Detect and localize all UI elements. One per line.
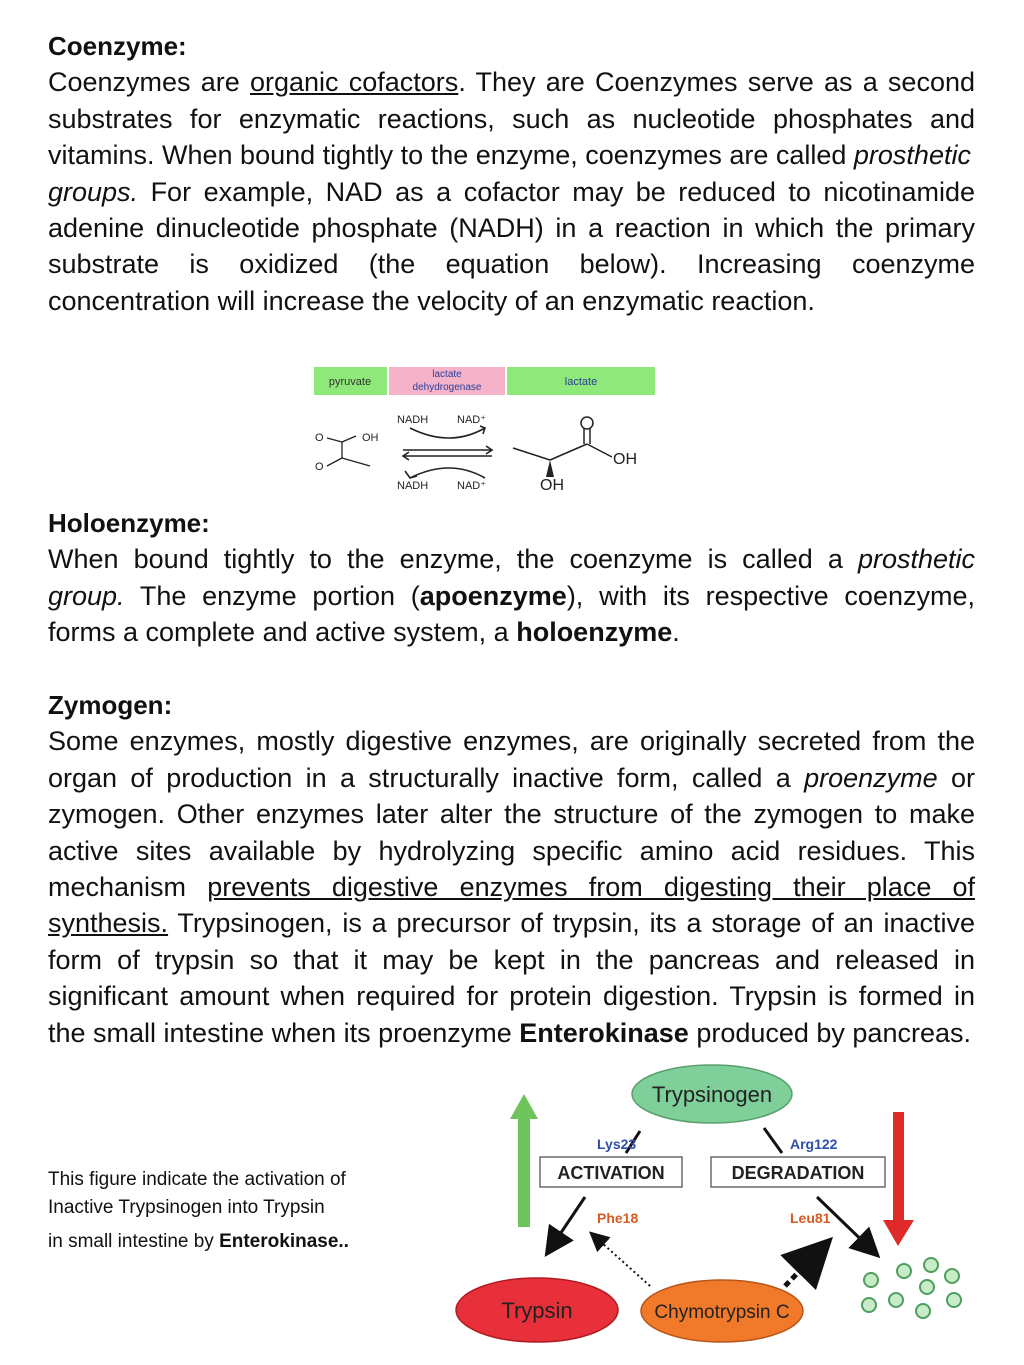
enzyme-label-line2: dehydrogenase [412, 382, 482, 393]
underlined-mechanism-text: prevents digestive enzymes from digesting their place of synthesis. [48, 872, 975, 939]
zymogen-section [48, 687, 975, 1051]
trypsinogen-label: Trypsinogen [651, 1082, 773, 1107]
groups-term: groups. [48, 176, 139, 207]
lactate-structure [513, 428, 612, 460]
arg122-cut-line [764, 1128, 782, 1153]
degradation-label: DEGRADATION [731, 1163, 865, 1183]
enterokinase-term: Enterokinase [519, 1017, 689, 1048]
arg122-label: Arg122 [790, 1136, 838, 1152]
holoenzyme-paragraph [48, 541, 975, 650]
caption-line-2: Inactive Trypsinogen into Trypsin [48, 1197, 325, 1218]
figure-caption [48, 1166, 448, 1256]
nadh-top-label: NADH [397, 414, 429, 426]
coenzyme-paragraph [48, 64, 975, 173]
activation-label: ACTIVATION [557, 1163, 665, 1183]
coenzyme-heading: Coenzyme: [48, 31, 187, 61]
coenzyme-text-2: . They are Coenzymes serve as a second substrates for enzymatic reactions, such as nucleotide phosphates and vitamins. When bound tightly to the enzyme, coenzymes are called [48, 67, 975, 171]
lys23-label: Lys23 [597, 1136, 637, 1152]
trypsinogen-activation-figure [450, 1060, 980, 1360]
nad-top-label: NAD⁺ [457, 414, 487, 426]
up-arrow-head [510, 1094, 538, 1119]
fragment-circle [920, 1280, 934, 1294]
fragment-circle [897, 1264, 911, 1278]
chymotrypsin-label: Chymotrypsin C [654, 1302, 790, 1323]
reversible-arrows [403, 426, 492, 478]
caption-line-3-text: in small intestine by [48, 1231, 220, 1252]
enzyme-label-line1: lactate [432, 369, 462, 380]
zymogen-heading: Zymogen: [48, 690, 173, 720]
lactate-oh-right: OH [613, 451, 637, 468]
holoenzyme-text-3: ), with its respective coenzyme, forms a complete and active system, a [48, 580, 975, 648]
zymogen-text-2: or zymogen. Other enzymes later alter the structure of the zymogen to make active sites available by hydrolyzing specific amino acid residues. This mechanism [48, 762, 975, 903]
holoenzyme-heading: Holoenzyme: [48, 508, 210, 538]
coenzyme-example-text: For example, NAD as a cofactor may be reduced to nicotinamide adenine dinucleotide phosphate (NADH) in a reaction in which the primary substrate is oxidized (the equation below). Increasing coenzyme concentration will increase the velocity of an enzymatic reaction. [48, 176, 975, 316]
fragment-circle [864, 1273, 878, 1287]
phe18-dotted-arrow [592, 1234, 650, 1286]
apoenzyme-term: apoenzyme [419, 580, 567, 611]
fragment-circle [947, 1293, 961, 1307]
lactate-wedge-bond [546, 460, 554, 477]
zymogen-text: Some enzymes, mostly digestive enzymes, are originally secreted from the organ of production in a structurally inactive form, called a [48, 726, 975, 793]
holoenzyme-term: holoenzyme [516, 617, 673, 648]
holoenzyme-text-2: The enzyme portion ( [124, 580, 420, 611]
lactate-oxygen-ring [581, 417, 593, 429]
nad-bottom-label: NAD⁺ [457, 480, 487, 492]
caption-line-1: This figure indicate the activation of [48, 1169, 346, 1190]
phe18-label: Phe18 [597, 1210, 639, 1226]
trypsin-label: Trypsin [501, 1298, 573, 1323]
prosthetic-term: prosthetic [853, 140, 971, 171]
caption-enterokinase: Enterokinase.. [219, 1231, 349, 1252]
fragment-circle [916, 1304, 930, 1318]
leu81-dashed-arrow [785, 1244, 826, 1286]
pyruvate-o-2: O [315, 461, 324, 473]
holoenzyme-text: When bound tightly to the enzyme, the coenzyme is called a [48, 544, 858, 575]
lactate-dehydrogenase-reaction-figure [300, 362, 670, 497]
lactate-oh-bottom: OH [540, 477, 564, 494]
down-arrow-shaft [893, 1112, 904, 1225]
organic-cofactors-link[interactable]: organic cofactors [250, 67, 459, 98]
up-arrow-shaft [518, 1115, 530, 1227]
coenzyme-text: Coenzymes are [48, 67, 250, 98]
lactate-label: lactate [564, 376, 598, 388]
fragment-circle [945, 1269, 959, 1283]
pyruvate-oh: OH [362, 432, 379, 444]
caption-line-3 [48, 1228, 448, 1256]
fragment-circle [889, 1293, 903, 1307]
down-arrow-head [883, 1220, 914, 1246]
holoenzyme-text-4: . [672, 617, 680, 648]
zymogen-text-4: produced by pancreas. [688, 1017, 971, 1048]
pyruvate-label: pyruvate [328, 376, 372, 388]
prosthetic-group-term: prosthetic group. [48, 544, 975, 611]
pyruvate-o-1: O [315, 432, 324, 444]
fragment-circle [924, 1258, 938, 1272]
nadh-bottom-label: NADH [397, 480, 429, 492]
zymogen-paragraph [48, 723, 975, 1051]
coenzyme-section [48, 28, 975, 319]
leu81-label: Leu81 [790, 1210, 831, 1226]
activation-arrow [548, 1197, 585, 1252]
coenzyme-paragraph-2 [48, 174, 975, 320]
proenzyme-term: proenzyme [804, 762, 938, 793]
fragment-circle [862, 1298, 876, 1312]
zymogen-text-3: Trypsinogen, is a precursor of trypsin, its a storage of an inactive form of trypsin so that it may be kept in the pancreas and released in significant amount when required for protein digestion. Trypsin is formed in the small intestine when its proenzyme [48, 908, 975, 1048]
degraded-fragments [862, 1258, 961, 1318]
holoenzyme-section [48, 505, 975, 651]
